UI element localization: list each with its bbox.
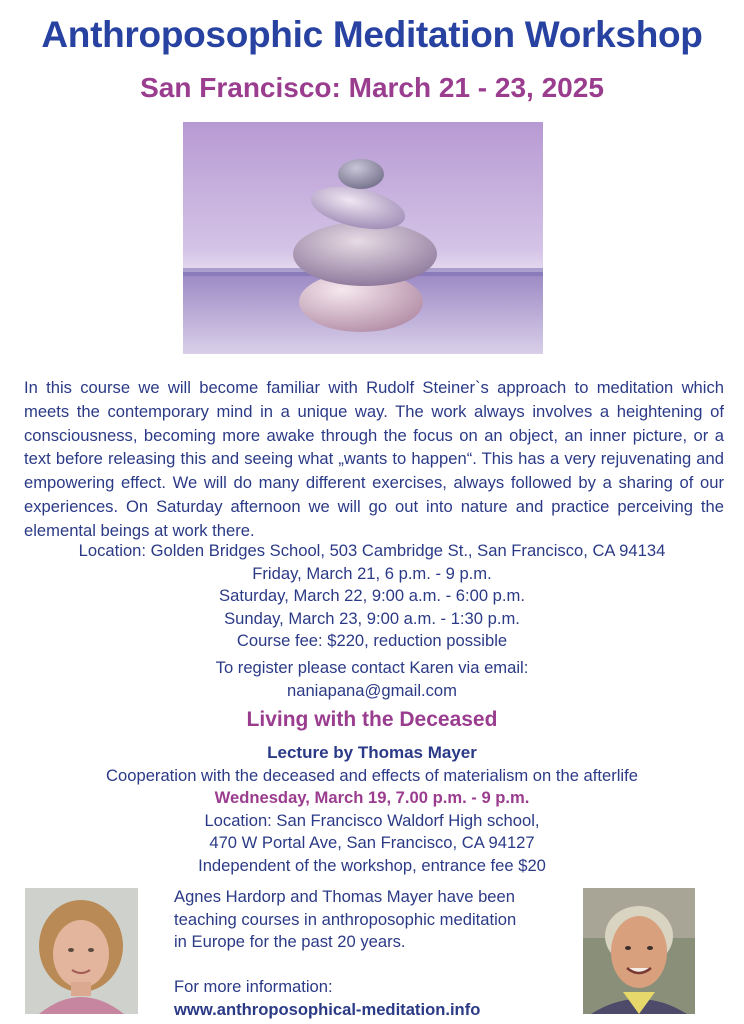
register-email-link[interactable]: naniapana@gmail.com	[287, 680, 457, 700]
lecture-location-line2: 470 W Portal Ave, San Francisco, CA 94127	[209, 833, 535, 852]
bio-line-1: Agnes Hardorp and Thomas Mayer have been	[174, 887, 515, 906]
bio-block	[174, 886, 574, 1021]
page-subtitle: San Francisco: March 21 - 23, 2025	[140, 72, 604, 103]
lecture-date: Wednesday, March 19, 7.00 p.m. - 9 p.m.	[214, 788, 530, 807]
workshop-details	[0, 540, 744, 653]
thomas-mayer-photo	[583, 888, 695, 1014]
lecture-title: Living with the Deceased	[246, 708, 498, 731]
intro-paragraph: In this course we will become familiar with Rudolf Steiner`s approach to meditation which meets the contemporary mind in a unique way. The work always involves a heightening of consciousness, becoming more awake through the focus on an object, an inner picture, or a text before releasing this and seeing what „wants to happen“. This has a very rejuvenating and empowering effect. We will do many different exercises, always followed by a sharing of our experiences. On Saturday afternoon we will go out into nature and practice perceiving the elemental beings at work there.	[24, 378, 724, 540]
more-info-label: For more information:	[174, 977, 333, 996]
lecture-info	[0, 742, 744, 877]
agnes-hardorp-photo	[25, 888, 138, 1014]
register-text: To register please contact Karen via email:	[215, 658, 529, 677]
lecture-fee: Independent of the workshop, entrance fee $20	[198, 855, 546, 875]
lecture-speaker: Lecture by Thomas Mayer	[267, 743, 477, 762]
bio-line-3: in Europe for the past 20 years.	[174, 932, 406, 951]
registration-info	[0, 657, 744, 702]
schedule-sunday: Sunday, March 23, 9:00 a.m. - 1:30 p.m.	[224, 608, 520, 628]
website-link[interactable]: www.anthroposophical-meditation.info	[174, 999, 481, 1019]
bio-line-2: teaching courses in anthroposophic meditation	[174, 909, 517, 929]
page-title: Anthroposophic Meditation Workshop	[41, 14, 703, 55]
course-fee: Course fee: $220, reduction possible	[236, 631, 508, 650]
lecture-location-line1: Location: San Francisco Waldorf High school,	[204, 810, 540, 830]
schedule-friday: Friday, March 21, 6 p.m. - 9 p.m.	[252, 563, 492, 583]
stacked-stones-photo	[183, 122, 543, 354]
workshop-location: Location: Golden Bridges School, 503 Cambridge St., San Francisco, CA 94134	[78, 541, 666, 560]
lecture-topic: Cooperation with the deceased and effects of materialism on the afterlife	[106, 765, 638, 785]
schedule-saturday: Saturday, March 22, 9:00 a.m. - 6:00 p.m.	[219, 586, 525, 605]
